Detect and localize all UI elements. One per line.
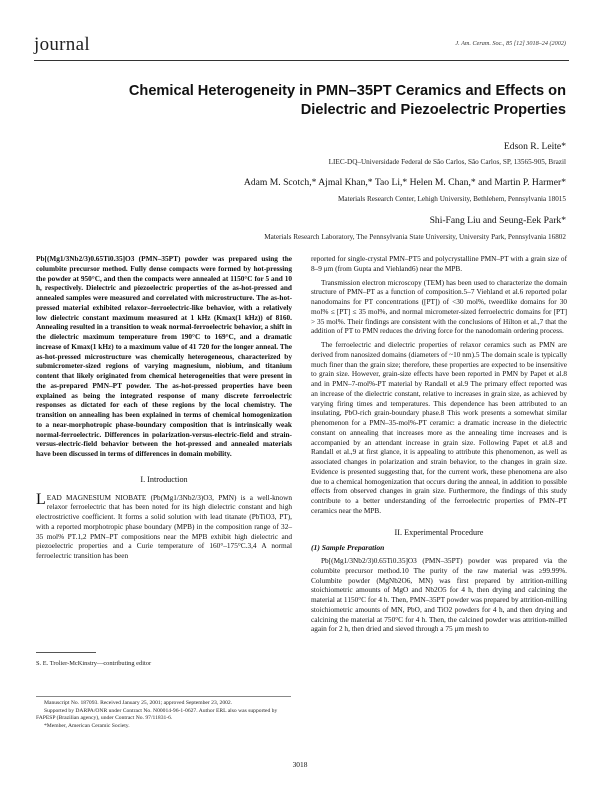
subsection-heading-sample-preparation: (1) Sample Preparation <box>311 543 385 553</box>
footnote-rule <box>36 696 291 697</box>
title-line-2: Dielectric and Piezoelectric Properties <box>300 102 566 118</box>
footnote-manuscript: Manuscript No. 187093. Received January 25, 2001; approved September 23, 2002. <box>44 700 233 706</box>
intro-smallcaps: EAD MAGNESIUM NIOBATE <box>46 492 147 502</box>
author-affiliation-1: LIEC-DQ–Universidade Federal de São Carlos, São Carlos, SP, 13565-905, Brazil <box>328 158 566 166</box>
journal-citation: J. Am. Ceram. Soc., 85 [12] 3018–24 (2002) <box>455 40 566 47</box>
footnote-member: *Member, American Ceramic Society. <box>44 722 130 729</box>
title-line-1: Chemical Heterogeneity in PMN–35PT Ceramics and Effects on <box>128 83 566 99</box>
section-heading-introduction: I. Introduction <box>140 474 188 484</box>
footnotes <box>36 700 292 730</box>
author-names-2: Adam M. Scotch,* Ajmal Khan,* Tao Li,* Helen M. Chan,* and Martin P. Harmer* <box>243 177 566 188</box>
author-affiliation-3: Materials Research Laboratory, The Pennsylvania State University, University Park, Pennsylvania 16802 <box>264 233 566 241</box>
editor-rule <box>36 652 96 653</box>
header-rule <box>34 60 569 61</box>
introduction-paragraph <box>36 490 292 561</box>
author-names-1: Edson R. Leite* <box>503 141 566 152</box>
paper-title <box>0 82 566 120</box>
footnote-support: Supported by DARPA/ONR under Contract No. N00014-96-1-0627. Author ERL also was supported by FAPESP (Brazilian agency), under Contract No. 97/11831-6. <box>36 707 278 721</box>
intro-text: (Pb(Mg1/3Nb2/3)O3, PMN) is a well-known relaxor ferroelectric that has been noted for its high dielectric constant and high electrostrictive coefficient. It forms a solid solution with lead titanate (PbTiO3, PT), with a reported morphotropic phase boundary (MPB) in the composition range of 32–35 mol% PT.1,2 PMN–PT compositions near the MPB exhibit high dielectric and piezoelectric properties and a Curie temperature of 160°–175°C.3,4 A normal ferroelectric transition has been <box>36 492 292 560</box>
author-affiliation-2: Materials Research Center, Lehigh University, Bethlehem, Pennsylvania 18015 <box>338 195 566 203</box>
body-paragraph-4: Pb[(Mg1/3Nb2/3)0.65Ti0.35]O3 (PMN–35PT) powder was prepared via the columbite precursor method.10 The purity of the raw material was ≥99.99%. Columbite powder (MgNb2O6, MN) was first prepared by attrition-milling stoichiometric amounts of MgO and Nb2O5 for 4 h, then drying and calcining the material at 1150°C for 4 h. Then, PMN–35PT powder was prepared by attrition-milling stoichiometric amounts of MN, PbO, and TiO2 powders for 4 h, and then drying and calcining the material at 750°C for 4 h. Then, the calcined powder was attrition-milled again for 2 h, then dried and sieved through a 75 μm mesh to <box>311 556 567 634</box>
right-column <box>311 254 567 634</box>
drop-cap: L <box>36 490 46 508</box>
author-names-3: Shi-Fang Liu and Seung-Eek Park* <box>429 215 566 226</box>
left-column <box>36 254 292 561</box>
body-paragraph-1: reported for single-crystal PMN–PT5 and polycrystalline PMN–PT with a grain size of 8–9 μm (from Gupta and Viehland6) near the MPB. <box>311 254 567 273</box>
contributing-editor: S. E. Trolier-McKinstry—contributing editor <box>36 660 152 667</box>
body-paragraph-3: The ferroelectric and dielectric properties of relaxor ceramics such as PMN are derived from nanosized domains (diameters of ~10 nm).5 The domain scale is typically much finer than the grain size; therefore, these properties are expected to be insensitive to grain size. However, grain-size effects have been reported in PMN by Papet et al.8 and in PMN–7-mol%-PT material by Randall et al.9 The primary effect reported was an increase of the dielectric constant, relative to increases in grain size, as achieved by varying firing times and temperatures. This dependence has been attributed to an insulating, PbO-rich grain-boundary phase.8 This work presents a somewhat similar phenomenon for a PMN–35-mol%-PT ceramic: a dramatic increase in the dielectric constant on annealing that increases more as the annealing time increases and is accompanied by an attendant increase in grain size. Following Papet et al.8 and Randall et al.,9 at first glance, it is appealing to attribute this phenomenon, as well as associated changes in polarization and strain behavior, to the changes in grain size. Evidence is presented suggesting that, for the current work, these phenomena are also due to a chemical homogenization that occurs during the anneal, in addition to possible effects from observed changes in grain size. Furthermore, the findings of this study contribute to a better understanding of the ferroelectric properties of PMN–PT ceramics near the MPB. <box>311 340 567 515</box>
abstract: Pb[(Mg1/3Nb2/3)0.65Ti0.35]O3 (PMN–35PT) powder was prepared using the columbite precursor method. Fully dense compacts were formed by hot-pressing the powder at 950°C, and then the compacts were annealed at 1150°C for 5 and 10 h, respectively. Dielectric and piezoelectric properties of the as-hot-pressed and annealed samples were measured and correlated with microstructure. The as-hot-pressed material exhibited relaxor–ferroelectric-like behavior, with a relatively low dielectric constant maximum measured at 1 kHz (Kmax(1 kHz)) of 8160. Annealing resulted in a transition to weak normal-ferroelectric behavior, a shift in the dielectric maximum temperature from 190°C to 169°C, and a dramatic increase of Kmax(1 kHz) to a maximum value of 41 720 for the longer anneal. The as-hot-pressed microstructure was chemically heterogeneous, characterized by submicrometer-sized regions of varying magnesium, niobium, and titanium content that likely originated from chemical heterogeneities that were present in the as-prepared PMN–PT powder. The as-hot-pressed properties have been explained as being the integrated response of many discrete ferroelectric responses as dictated for each of these regions by the local chemistry. The transition on annealing has been explained in terms of chemical homogenization to a near-morphotropic phase-boundary composition that is intrinsically weak normal-ferroelectric. Differences in polarization-versus-electric-field and strain-versus-electric-field behavior between the hot-pressed and annealed materials have been discussed in terms of differences in domain mobility. <box>36 254 292 458</box>
body-paragraph-2: Transmission electron microscopy (TEM) has been used to characterize the domain structure of PMN–PT as a function of composition.5–7 Viehland et al.6 reported polar nanodomains for PT concentrations ([PT]) of <30 mol%, tweedlike domains for 30 mol% ≤ [PT] ≤ 35 mol%, and normal micrometer-sized ferroelectric domains for [PT] > 35 mol%. Their findings are consistent with the conclusions of Hilton et al.,7 that the addition of PT to PMN reduces the driving force for the nanodomain ordering process. <box>311 277 567 336</box>
journal-logo: journal <box>34 34 90 55</box>
page-number: 3018 <box>292 760 308 769</box>
section-heading-experimental: II. Experimental Procedure <box>394 527 484 537</box>
